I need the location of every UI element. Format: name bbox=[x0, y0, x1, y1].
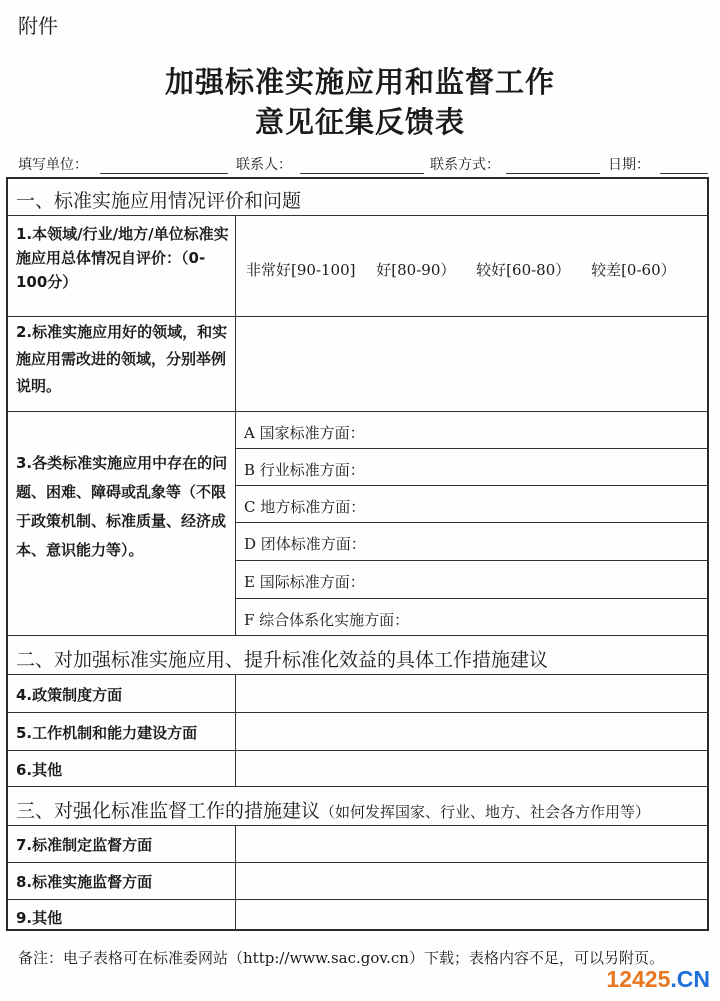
question-3-label: 3.各类标准实施应用中存在的问题、困难、障碍或乱象等（不限于政策机制、标准质量、经济成本、意识能力等）。 bbox=[16, 454, 228, 559]
footnote: 备注：电子表格可在标准委网站（http://www.sac.gov.cn）下载；表格内容不足，可以另附页。 bbox=[18, 949, 664, 967]
watermark-domain: .CN bbox=[670, 966, 710, 992]
date-label: 日期： bbox=[608, 157, 650, 173]
question-7-label: 7.标准制定监督方面 bbox=[16, 836, 153, 854]
q3-option-comprehensive[interactable]: F 综合体系化实施方面： bbox=[244, 611, 410, 629]
section-2-heading: 二、对加强标准实施应用、提升标准化效益的具体工作措施建议 bbox=[16, 649, 549, 671]
row-divider bbox=[8, 411, 708, 412]
watermark-logo bbox=[606, 966, 710, 993]
column-divider bbox=[235, 215, 236, 635]
section-3-heading bbox=[16, 796, 650, 823]
row-divider bbox=[8, 786, 708, 787]
question-8-label: 8.标准实施监督方面 bbox=[16, 873, 153, 891]
row-divider bbox=[235, 560, 708, 561]
question-4-answer-cell[interactable] bbox=[237, 675, 707, 711]
fill-in-header bbox=[18, 152, 708, 178]
question-5-answer-cell[interactable] bbox=[237, 713, 707, 749]
section-1-heading: 一、标准实施应用情况评价和问题 bbox=[16, 190, 302, 212]
column-divider bbox=[235, 825, 236, 931]
contact-person-blank[interactable] bbox=[300, 173, 424, 174]
row-divider bbox=[235, 485, 708, 486]
question-6-answer-cell[interactable] bbox=[237, 751, 707, 785]
q3-option-international[interactable]: E 国际标准方面： bbox=[244, 573, 365, 591]
unit-blank[interactable] bbox=[100, 173, 228, 174]
section-3-note: （如何发挥国家、行业、地方、社会各方作用等） bbox=[320, 803, 651, 821]
question-5-label: 5.工作机制和能力建设方面 bbox=[16, 724, 198, 742]
row-divider bbox=[8, 215, 708, 216]
rating-option-excellent[interactable]: 非常好[90-100] bbox=[246, 261, 356, 279]
row-divider bbox=[8, 635, 708, 636]
question-1-label: 1.本领域/行业/地方/单位标准实施应用总体情况自评价：（0-100分） bbox=[16, 225, 229, 291]
question-2-answer-cell[interactable] bbox=[237, 317, 707, 410]
form-title-line-2: 意见征集反馈表 bbox=[254, 105, 465, 139]
question-2-label: 2.标准实施应用好的领域，和实施应用需改进的领域，分别举例说明。 bbox=[16, 323, 228, 395]
rating-option-good[interactable]: 好[80-90） bbox=[376, 261, 456, 279]
row-divider bbox=[235, 522, 708, 523]
section-3-title: 三、对强化标准监督工作的措施建议 bbox=[16, 800, 321, 822]
rating-option-poor[interactable]: 较差[0-60） bbox=[591, 261, 676, 279]
unit-label: 填写单位： bbox=[18, 157, 88, 173]
row-divider bbox=[235, 448, 708, 449]
contact-method-label: 联系方式： bbox=[430, 157, 500, 173]
watermark-number: 12425 bbox=[606, 966, 671, 992]
attachment-label: 附件 bbox=[18, 14, 58, 38]
rating-options bbox=[246, 259, 692, 280]
contact-method-blank[interactable] bbox=[506, 173, 600, 174]
contact-person-label: 联系人： bbox=[236, 157, 292, 173]
date-blank[interactable] bbox=[660, 173, 708, 174]
question-8-answer-cell[interactable] bbox=[237, 863, 707, 898]
question-9-answer-cell[interactable] bbox=[237, 900, 707, 931]
q3-option-industry[interactable]: B 行业标准方面： bbox=[244, 461, 365, 479]
question-6-label: 6.其他 bbox=[16, 761, 63, 779]
row-divider bbox=[235, 598, 708, 599]
column-divider bbox=[235, 674, 236, 786]
question-9-label: 9.其他 bbox=[16, 909, 63, 927]
q3-option-group[interactable]: D 团体标准方面： bbox=[244, 535, 366, 553]
form-title-line-1: 加强标准实施应用和监督工作 bbox=[164, 65, 555, 99]
q3-option-local[interactable]: C 地方标准方面： bbox=[244, 498, 366, 516]
q3-option-national[interactable]: A 国家标准方面： bbox=[244, 424, 365, 442]
rating-option-fair[interactable]: 较好[60-80） bbox=[476, 261, 571, 279]
feedback-form-table bbox=[6, 177, 709, 931]
question-7-answer-cell[interactable] bbox=[237, 826, 707, 861]
question-4-label: 4.政策制度方面 bbox=[16, 686, 123, 704]
